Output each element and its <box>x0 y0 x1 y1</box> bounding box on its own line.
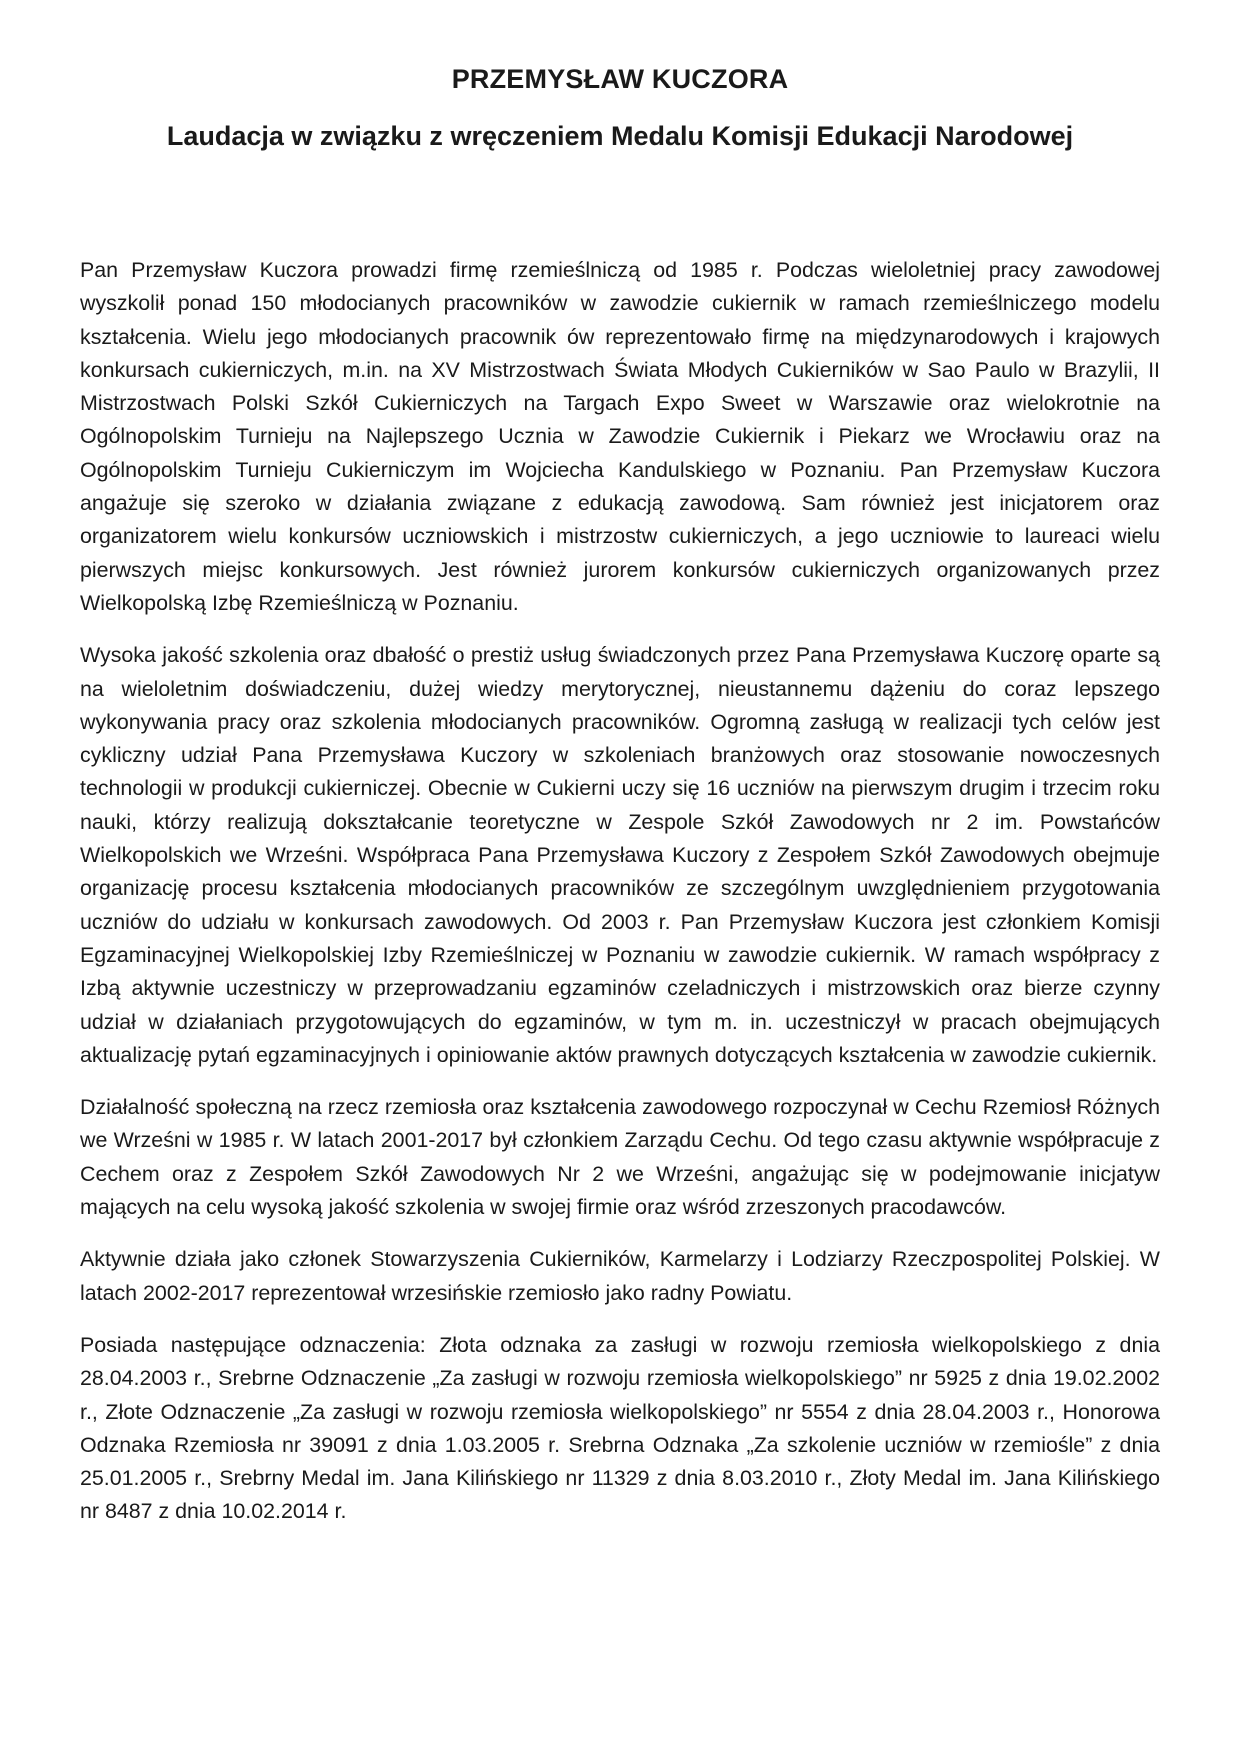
paragraph-association-membership: Aktywnie działa jako członek Stowarzyszenia Cukierników, Karmelarzy i Lodziarzy Rzeczpospolitej Polskiej. W latach 2002-2017 reprezentował wrzesińskie rzemiosło jako radny Powiatu. <box>80 1247 1160 1305</box>
document-page <box>80 0 1160 1548</box>
document-header <box>80 0 1160 152</box>
paragraph-training-quality: Wysoka jakość szkolenia oraz dbałość o prestiż usług świadczonych przez Pana Przemysława Kuczorę oparte są na wieloletnim doświadczeniu, dużej wiedzy merytorycznej, nieustannemu dążeniu do coraz lepszego wykonywania pracy oraz szkolenia młodocianych pracowników. Ogromną zasługą w realizacji tych celów jest cykliczny udział Pana Przemysława Kuczory w szkoleniach branżowych oraz stosowanie nowoczesnych technologii w produkcji cukierniczej. Obecnie w Cukierni uczy się 16 uczniów na pierwszym drugim i trzecim roku nauki, którzy realizują dokształcanie teoretyczne w Zespole Szkół Zawodowych nr 2 im. Powstańców Wielkopolskich we Wrześni. Współpraca Pana Przemysława Kuczory z Zespołem Szkół Zawodowych obejmuje organizację procesu kształcenia młodocianych pracowników ze szczególnym uwzględnieniem przygotowania uczniów do udziału w konkursach zawodowych. Od 2003 r. Pan Przemysław Kuczora jest członkiem Komisji Egzaminacyjnej Wielkopolskiej Izby Rzemieślniczej w Poznaniu w zawodzie cukiernik. W ramach współpracy z Izbą aktywnie uczestniczy w przeprowadzaniu egzaminów czeladniczych i mistrzowskich oraz bierze czynny udział w działaniach przygotowujących do egzaminów, w tym m. in. uczestniczył w pracach obejmujących aktualizację pytań egzaminacyjnych i opiniowanie aktów prawnych dotyczących kształcenia w zawodzie cukiernik. <box>80 643 1160 1067</box>
paragraph-intro: Pan Przemysław Kuczora prowadzi firmę rzemieślniczą od 1985 r. Podczas wieloletniej pracy zawodowej wyszkolił ponad 150 młodocianych pracowników w zawodzie cukiernik w ramach rzemieślniczego modelu kształcenia. Wielu jego młodocianych pracownik ów reprezentowało firmę na międzynarodowych i krajowych konkursach cukierniczych, m.in. na XV Mistrzostwach Świata Młodych Cukierników w Sao Paulo w Brazylii, II Mistrzostwach Polski Szkół Cukierniczych na Targach Expo Sweet w Warszawie oraz wielokrotnie na Ogólnopolskim Turnieju na Najlepszego Ucznia w Zawodzie Cukiernik i Piekarz we Wrocławiu oraz na Ogólnopolskim Turnieju Cukierniczym im Wojciecha Kandulskiego w Poznaniu. Pan Przemysław Kuczora angażuje się szeroko w działania związane z edukacją zawodową. Sam również jest inicjatorem oraz organizatorem wielu konkursów uczniowskich i mistrzostw cukierniczych, a jego uczniowie to laureaci wielu pierwszych miejsc konkursowych. Jest również jurorem konkursów cukierniczych organizowanych przez Wielkopolską Izbę Rzemieślniczą w Poznaniu. <box>80 258 1160 615</box>
document-subtitle: Laudacja w związku z wręczeniem Medalu Komisji Edukacji Narodowej <box>166 121 1074 151</box>
document-title: PRZEMYSŁAW KUCZORA <box>451 64 789 94</box>
paragraph-social-activity: Działalność społeczną na rzecz rzemiosła oraz kształcenia zawodowego rozpoczynał w Cechu Rzemiosł Różnych we Wrześni w 1985 r. W latach 2001-2017 był członkiem Zarządu Cechu. Od tego czasu aktywnie współpracuje z Cechem oraz z Zespołem Szkół Zawodowych Nr 2 we Wrześni, angażując się w podejmowanie inicjatyw mających na celu wysoką jakość szkolenia w swojej firmie oraz wśród zrzeszonych pracodawców. <box>80 1095 1160 1220</box>
paragraph-decorations: Posiada następujące odznaczenia: Złota odznaka za zasługi w rozwoju rzemiosła wielkopolskiego z dnia 28.04.2003 r., Srebrne Odznaczenie „Za zasługi w rozwoju rzemiosła wielkopolskiego” nr 5925 z dnia 19.02.2002 r., Złote Odznaczenie „Za zasługi w rozwoju rzemiosła wielkopolskiego” nr 5554 z dnia 28.04.2003 r., Honorowa Odznaka Rzemiosła nr 39091 z dnia 1.03.2005 r. Srebrna Odznaka „Za szkolenie uczniów w rzemiośle” z dnia 25.01.2005 r., Srebrny Medal im. Jana Kilińskiego nr 11329 z dnia 8.03.2010 r., Złoty Medal im. Jana Kilińskiego nr 8487 z dnia 10.02.2014 r. <box>80 1332 1160 1524</box>
document-body <box>80 254 1160 1529</box>
